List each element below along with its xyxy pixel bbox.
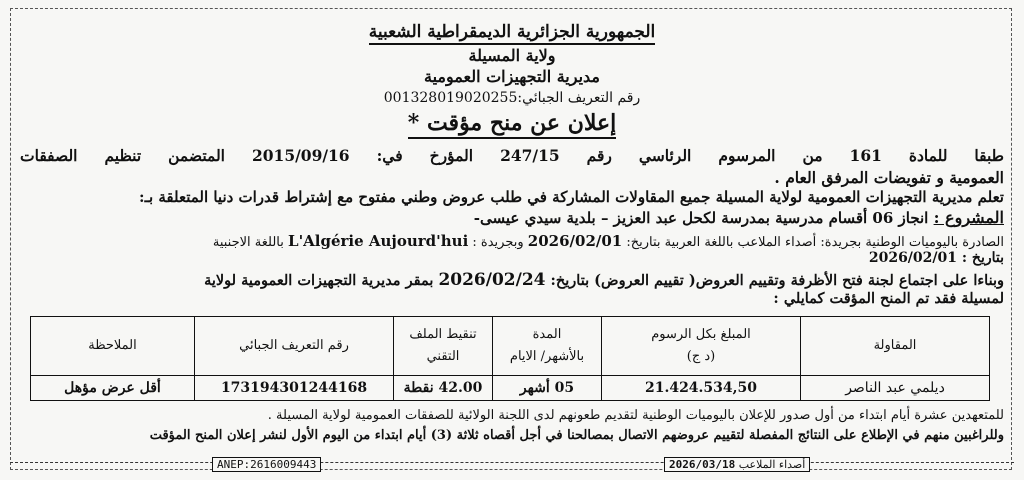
footer-divider — [10, 462, 1014, 463]
cell-duration: 05 أشهر — [493, 376, 602, 401]
table-header-row — [31, 317, 990, 376]
consultation-notice: وللراغبين منهم في الإطلاع على النتائج المفصلة لتقييم عروضهم الاتصال بمصالحنا في أجل أقصاه ثلاثة (3) أيام ابتداء من اليوم الأول لنشر إعلان المنح المؤقت — [149, 428, 1004, 443]
publication-date-1: 2026/02/01 — [527, 232, 623, 250]
header-score — [394, 317, 493, 376]
cell-amount: 21.424.534,50 — [602, 376, 801, 401]
committee-date: 2026/02/24 — [438, 270, 546, 290]
wilaya-heading: ولاية المسيلة — [468, 46, 556, 65]
header-score-line2: التقني — [426, 349, 460, 364]
legal-basis-continuation: العمومية و تفويضات المرفق العام . — [774, 168, 1004, 187]
cell-notes: أقل عرض مؤهل — [31, 376, 195, 401]
header-duration-line1: المدة — [532, 327, 562, 342]
project-text: انجاز 06 أقسام مدرسية بمدرسة لكحل عبد العزيز – بلدية سيدي عيسى- — [473, 209, 929, 227]
publication-stamp-date: 2026/03/18 — [669, 458, 736, 471]
legal-basis-paragraph: طبقا للمادة 161 من المرسوم الرئاسي رقم 247/15 المؤرخ في: 2015/09/16 المتضمن تنظيم الصفقات — [20, 146, 1005, 165]
project-label: المشروع : — [933, 208, 1004, 227]
award-results-table — [30, 316, 990, 401]
publication-text-b: وبجريدة : — [472, 235, 524, 250]
anep-reference: ANEP:2616009443 — [212, 457, 321, 472]
cell-tax-id: 173194301244168 — [195, 376, 394, 401]
publication-line — [20, 232, 1004, 250]
committee-text-a: وبناءا على اجتماع لجنة فتح الأظرفة وتقييم العروض( تقييم العروض) بتاريخ: — [550, 272, 1004, 289]
cell-company: ديلمي عبد الناصر — [801, 376, 990, 401]
publication-stamp-label: أصداء الملاعب — [738, 458, 806, 471]
announcement-title: إعلان عن منح مؤقت * — [0, 110, 1024, 136]
header-amount-line1: المبلغ بكل الرسوم — [651, 327, 751, 342]
header-duration-line2: بالأشهر/ الايام — [509, 349, 585, 364]
header-tax-id: رقم التعريف الجبائي — [195, 317, 394, 376]
publication-date-line: بتاريخ : 2026/02/01 — [868, 250, 1004, 266]
project-line — [20, 208, 1004, 227]
header-amount — [602, 317, 801, 376]
header-notes: الملاحظة — [31, 317, 195, 376]
publication-text-c: باللغة الاجنبية — [212, 235, 284, 250]
republic-heading: الجمهورية الجزائرية الديمقراطية الشعبية — [0, 22, 1024, 42]
foreign-newspaper-name: L'Algérie Aujourd'hui — [288, 232, 469, 250]
publication-text-a: الصادرة باليوميات الوطنية بجريدة: أصداء الملاعب باللغة العربية بتاريخ: — [626, 235, 1004, 250]
table-row — [31, 376, 990, 401]
committee-meeting-line — [20, 270, 1004, 290]
tax-id-line: رقم التعريف الجبائي:001328019020255 — [383, 90, 641, 106]
committee-text-b: بمقر مديرية التجهيزات العمومية لولاية — [204, 272, 434, 289]
header-duration — [493, 317, 602, 376]
cell-score: 42.00 نقطة — [394, 376, 493, 401]
header-amount-line2: (د ج) — [686, 349, 716, 364]
appeal-notice: للمتعهدين عشرة أيام ابتداء من أول صدور للإعلان باليوميات الوطنية لتقديم طعونهم لدى اللجنة الولائية للصفقات العمومية لولاية المسيلة . — [267, 408, 1004, 423]
directorate-heading: مديرية التجهيزات العمومية — [424, 67, 600, 86]
header-score-line1: تنقيط الملف — [409, 327, 477, 342]
header-company: المقاولة — [801, 317, 990, 376]
publication-stamp — [664, 457, 810, 472]
notice-paragraph: تعلم مديرية التجهيزات العمومية لولاية المسيلة جميع المقاولات المشاركة في طلب عروض وطني مفتوح مع إشتراط قدرات دنيا المتعلقة بـ: — [139, 188, 1004, 206]
award-intro-line: لمسيلة فقد تم المنح المؤقت كمايلي : — [773, 290, 1004, 307]
